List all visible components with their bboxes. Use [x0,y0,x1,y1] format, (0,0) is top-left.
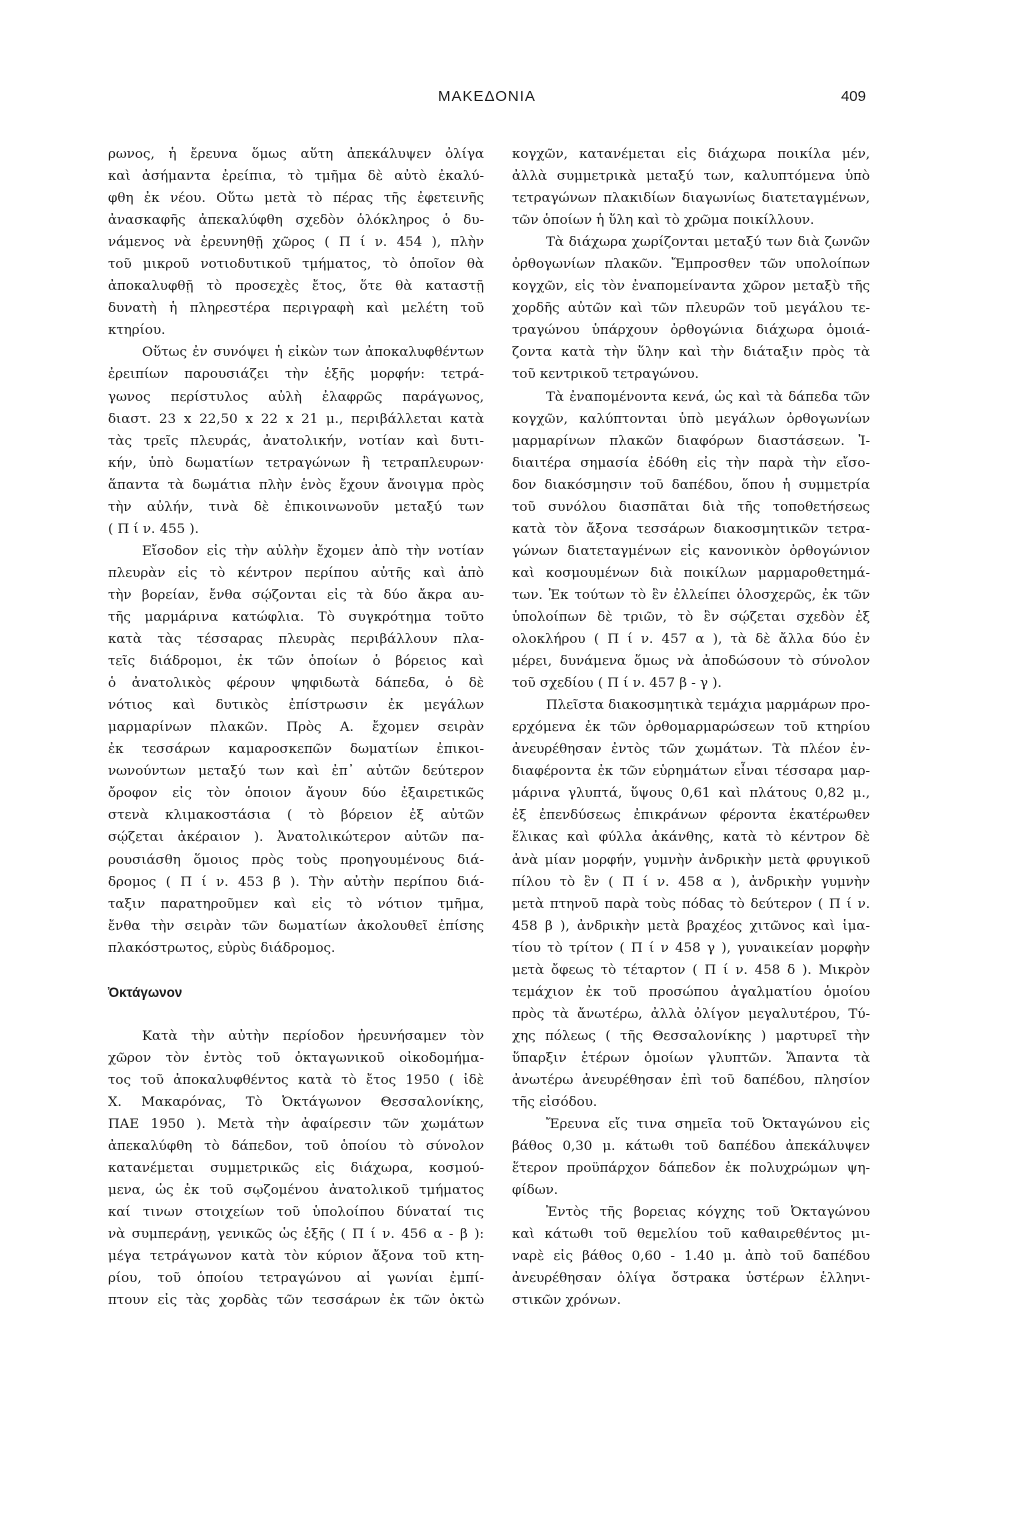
text-line: μάρινα γλυπτά, ὕψους 0,61 καὶ πλάτους 0,82 μ., [512,786,870,802]
page-header [108,88,866,112]
text-line: διαφέροντα ἐκ τῶν εὑρημάτων εἶναι τέσσαρα μαρ- [512,764,870,780]
text-line: δυνατὴ ἡ πληρεστέρα περιγραφὴ καὶ μελέτη τοῦ [108,301,484,317]
text-line: νωνούντων μεταξύ των καὶ ἐπ᾽ αὐτῶν δεύτερον [108,764,484,780]
text-line: νάμενος νὰ ἐρευνηθῇ χῶρος ( Π ί ν. 454 ), πλὴν [108,235,484,251]
text-line: τραγώνου ὑπάρχουν ὀρθογώνια διάχωρα ὁμοιά- [512,323,870,339]
text-line: φίδων. [512,1183,559,1199]
text-line: ναρὲ εἰς βάθος 0,60 - 1.40 μ. ἀπὸ τοῦ δαπέδου [512,1249,870,1265]
text-line: μαρμαρίνων πλακῶν. Πρὸς Α. ἔχομεν σειρὰν [108,720,484,736]
text-line: βάθος 0,30 μ. κάτωθι τοῦ δαπέδου ἀπεκάλυψεν [512,1139,870,1155]
text-line: τοῦ μικροῦ νοτιοδυτικοῦ τμήματος, τὸ ὁποῖον θὰ [108,257,484,273]
section-heading: Ὀκτάγωνον [108,984,183,1000]
text-line: πλευρὰν εἰς τὸ κέντρον περίπου αὐτῆς καὶ ἀπὸ [108,565,484,581]
text-line: κήν, ὑπὸ δωματίων τετραγώνων ἢ τετραπλευρων· [108,455,484,471]
left-column [108,144,484,1312]
text-line: τὴν βορείαν, ἔνθα σῴζονται εἰς τὰ δύο ἄκρα αυ- [108,587,484,603]
running-title: ΜΑΚΕΔΟΝΙΑ [438,88,536,105]
text-line: Εἴσοδον εἰς τὴν αὐλὴν ἔχομεν ἀπὸ τὴν νοτίαν [142,543,484,559]
text-line: μενα, ὡς ἐκ τοῦ σῳζομένου ἀνατολικοῦ τμήματος [108,1183,484,1199]
text-line: στενὰ κλιμακοστάσια ( τὸ βόρειον ἐξ αὐτῶν [108,808,484,824]
text-line: τεμάχιον ἐκ τοῦ προσώπου ἀγαλματίου ὁμοίου [512,984,870,1000]
text-line: ἀνευρέθησαν ἐντὸς τῶν χωμάτων. Τὰ πλέον ἐν- [512,742,870,758]
text-line: Κατὰ τὴν αὐτὴν περίοδον ἠρευνήσαμεν τὸν [142,1028,484,1044]
text-line: τοῦ κεντρικοῦ τετραγώνου. [512,367,699,383]
text-line: ὄροφον εἰς τὸν ὁποιον ἄγουν δύο ἐξαιρετικῶς [108,786,484,802]
text-line: δον διακόσμησιν τοῦ δαπέδου, ὅπου ἡ συμμετρία [512,477,870,493]
section-gap [108,1004,484,1026]
text-line: ρουσιάσθη ὅμοιος πρὸς τοὺς προηγουμένους διά- [108,852,484,868]
text-line: καὶ κάτωθι τοῦ θεμελίου τοῦ καθαιρεθέντος μι- [512,1227,870,1243]
text-line: ὀρθογωνίων πλακῶν. Ἔμπροσθεν τῶν υπολοίπων [512,257,870,273]
text-line: τος τοῦ ἀποκαλυφθέντος κατὰ τὸ ἔτος 1950 ( ἰδὲ [108,1072,484,1088]
text-line: τεῖς διάδρομοι, ἐκ τῶν ὁποίων ὁ βόρειος καὶ [108,654,484,670]
text-line: μαρμαρίνων πλακῶν διαφόρων διαστάσεων. Ἰ- [512,433,870,449]
text-line: μέγα τετράγωνον κατὰ τὸν κύριον ἄξονα τοῦ κτη- [108,1249,484,1265]
text-line: κατανέμεται συμμετρικῶς εἰς διάχωρα, κοσμού- [108,1161,484,1177]
text-line: χῶρον τὸν ἐντὸς τοῦ ὀκταγωνικοῦ οἰκοδομήμα- [108,1050,484,1066]
text-line: ρίου, τοῦ ὁποίου τετραγώνου αἱ γωνίαι ἐμπί- [108,1271,484,1287]
text-line: νότιος καὶ δυτικὸς ἐπίστρωσιν ἐκ μεγάλων [108,698,484,714]
text-line: των. Ἐκ τούτων τὸ ἓν ἐλλείπει ὁλοσχερῶς, ἐκ τῶν [512,587,870,603]
text-line: ( Π ί ν. 455 ). [108,521,199,537]
text-line: νὰ συμπεράνῃ, γενικῶς ὡς ἑξῆς ( Π ί ν. 456 α - β ): [108,1227,484,1243]
text-line: Τὰ ἐναπομένοντα κενά, ὡς καὶ τὰ δάπεδα τῶν [546,389,870,405]
text-line: τῆς μαρμάρινα κατώφλια. Τὸ συγκρότημα τοῦτο [108,609,484,625]
text-line: τῶν ὁποίων ἡ ὕλη καὶ τὸ χρῶμα ποικίλλουν. [512,213,815,229]
text-line: Τὰ διάχωρα χωρίζονται μεταξύ των διὰ ζωνῶν [546,235,870,251]
text-line: κογχῶν, καλύπτονται ὑπὸ μεγάλων ὀρθογωνίων [512,411,870,427]
text-line: ρωνος, ἡ ἔρευνα ὅμως αὕτη ἀπεκάλυψεν ὀλίγα [108,147,484,162]
text-line: ἀνωτέρω ἀνευρέθησαν ἐπὶ τοῦ δαπέδου, πλησίον [512,1072,870,1088]
text-line: Ἐντὸς τῆς βορειας κόγχης τοῦ Ὀκταγώνου [546,1205,870,1221]
text-line: καὶ ἀσήμαντα ἐρείπια, τὸ τμῆμα δὲ αὐτὸ ἐκαλύ- [108,169,484,185]
text-line: ἀνασκαφῆς ἀπεκαλύφθη σχεδὸν ὁλόκληρος ὁ δυ- [108,213,484,229]
text-line: ἀνὰ μίαν μορφήν, γυμνὴν ἀνδρικὴν μετὰ φρυγικοῦ [512,852,870,868]
text-line: καὶ κοσμουμένων διὰ ποικίλων μαρμαροθετημά- [512,565,870,581]
text-line: στικῶν χρόνων. [512,1293,621,1309]
text-line: διαιτέρα σημασία ἐδόθη εἰς τὴν παρὰ τὴν εἴσο- [512,455,870,471]
text-line: τετραγώνων πλακιδίων διαγωνίως διατεταγμένων, [512,191,870,207]
text-line: ὑπολοίπων δὲ τριῶν, τὸ ἓν σῴζεται σχεδὸν ἐξ [512,609,870,625]
text-line: δρομος ( Π ί ν. 453 β ). Τὴν αὐτὴν περίπου διά- [108,874,484,890]
text-line: κογχῶν, εἰς τὸν ἐναπομείναντα χῶρον μεταξὺ τῆς [512,279,870,295]
text-line: διαστ. 23 x 22,50 x 22 x 21 μ., περιβάλλεται κατὰ [108,411,484,427]
text-line: ολοκλήρου ( Π ί ν. 457 α ), τὰ δὲ ἄλλα δύο ἐν [512,632,870,648]
text-line: Χ. Μακαρόνας, Τὸ Ὀκτάγωνον Θεσσαλονίκης, [108,1095,484,1111]
text-line: ἕτερον προϋπάρχον δάπεδον ἐκ πολυχρώμων ψη- [512,1161,870,1177]
text-line: τοῦ σχεδίου ( Π ί ν. 457 β - γ ). [512,676,722,692]
text-line: Ἔρευνα εἴς τινα σημεῖα τοῦ Ὀκταγώνου εἰς [546,1117,870,1133]
text-line: κογχῶν, κατανέμεται εἰς διάχωρα ποικίλα μέν, [512,147,870,162]
text-line: ἐξ ἐπενδύσεως ἐπικράνων φέροντα ἑκατέρωθεν [512,808,870,824]
text-line: ἀποκαλυφθῇ τὸ προσεχὲς ἔτος, ὅτε θὰ καταστῇ [108,279,484,295]
text-line: γώνων διατεταγμένων εἰς κανονικὸν ὀρθογώνιον [512,543,870,559]
text-line: μετὰ πτηνοῦ παρὰ τοὺς πόδας τὸ δεύτερον ( Π ί ν. [512,896,870,912]
text-line: κτηρίου. [108,323,166,339]
text-line: ὁ ἀνατολικὸς φέρουν ψηφιδωτὰ δάπεδα, ὁ δὲ [108,676,484,692]
section-gap [108,960,484,982]
text-line: ἕλικας καὶ φύλλα ἀκάνθης, κατὰ τὸ κέντρον δὲ [512,830,870,846]
text-line: χης πόλεως ( τῆς Θεσσαλονίκης ) μαρτυρεῖ τὴν [512,1028,870,1044]
text-line: ζοντα κατὰ τὴν ὕλην καὶ τὴν διάταξιν πρὸς τὰ [512,345,870,361]
text-line: ἐκ τεσσάρων καμαροσκεπῶν δωματίων ἐπικοι- [108,742,484,758]
text-line: 458 β ), ἀνδρικὴν μετὰ βραχέος χιτῶνος καὶ ἱμα- [512,918,870,934]
text-line: Οὕτως ἐν συνόψει ἡ εἰκὼν των ἀποκαλυφθέντων [142,345,484,361]
text-line: ερχόμενα ἐκ τῶν ὀρθομαρμαρώσεων τοῦ κτηρίου [512,720,870,736]
text-line: ΠΑΕ 1950 ). Μετὰ τὴν ἀφαίρεσιν τῶν χωμάτων [108,1117,484,1133]
text-line: φθη ἐκ νέου. Οὕτω μετὰ τὸ πέρας τῆς ἐφετεινῆς [108,191,484,207]
text-line: κατὰ τὰς τέσσαρας πλευρὰς περιβάλλουν πλα- [108,632,484,648]
text-line: ὕπαρξιν ἑτέρων ὁμοίων γλυπτῶν. Ἅπαντα τὰ [512,1050,870,1066]
page-number: 409 [840,88,866,105]
text-line: πίλου τὸ ἓν ( Π ί ν. 458 α ), ἀνδρικὴν γυμνὴν [512,874,870,890]
right-column [512,144,870,1312]
text-line: Πλεῖστα διακοσμητικὰ τεμάχια μαρμάρων προ- [546,698,870,714]
text-line: καί τινων στοιχείων τοῦ ὑπολοίπου δύναταί τις [108,1205,484,1221]
text-line: ἅπαντα τὰ δωμάτια πλὴν ἑνὸς ἔχουν ἄνοιγμα πρὸς [108,477,484,493]
text-line: σῴζεται ἀκέραιον ). Ἀνατολικώτερον αὐτῶν πα- [108,830,484,846]
text-line: πτουν εἰς τὰς χορδὰς τῶν τεσσάρων ἐκ τῶν ὀκτὼ [108,1293,484,1309]
text-line: τίου τὸ τρίτον ( Π ί ν 458 γ ), γυναικείαν μορφὴν [512,940,870,956]
text-line: μέρει, δυνάμενα ὅμως νὰ ἀποδώσουν τὸ σύνολον [512,654,870,670]
text-line: τῆς εἰσόδου. [512,1095,598,1111]
text-line: τὰς τρεῖς πλευράς, ἀνατολικήν, νοτίαν καὶ δυτι- [108,433,484,449]
text-line: πλακόστρωτος, εὐρὺς διάδρομος. [108,940,336,956]
text-line: ταξιν παρατηροῦμεν καὶ εἰς τὸ νότιον τμῆμα, [108,896,484,912]
text-line: γωνος περίστυλος αὐλὴ ἐλαφρῶς παράγωνος, [108,389,484,405]
text-line: πρὸς τὰ ἄνωτέρω, ἀλλὰ ὀλίγον μεγαλυτέρου, Τύ- [512,1006,870,1022]
text-line: κατὰ τὸν ἄξονα τεσσάρων διακοσμητικῶν τετρα- [512,521,870,537]
text-line: ἀπεκαλύφθη τὸ δάπεδον, τοῦ ὁποίου τὸ σύνολον [108,1139,484,1155]
text-line: μετὰ ὄφεως τὸ τέταρτον ( Π ί ν. 458 δ ). Μικρὸν [512,962,870,978]
text-line: ἔνθα τὴν σειρὰν τῶν δωματίων ἀκολουθεῖ ἐπίσης [108,918,484,934]
text-line: ἀνευρέθησαν ὀλίγα ὄστρακα ὑστέρων ἑλληνι- [512,1271,870,1287]
text-line: ἀλλὰ συμμετρικὰ μεταξύ των, καλυπτόμενα ὑπὸ [512,169,870,185]
text-line: τὴν αὐλήν, τινὰ δὲ ἐπικοινωνοῦν μεταξύ των [108,499,484,515]
text-line: ἐρειπίων παρουσιάζει τὴν ἑξῆς μορφήν: τετρά- [108,367,484,383]
text-line: χορδῆς αὐτῶν καὶ τῶν πλευρῶν τοῦ μεγάλου τε- [512,301,870,317]
text-line: τοῦ συνόλου διασπᾶται διὰ τῆς τοποθετήσεως [512,499,870,515]
